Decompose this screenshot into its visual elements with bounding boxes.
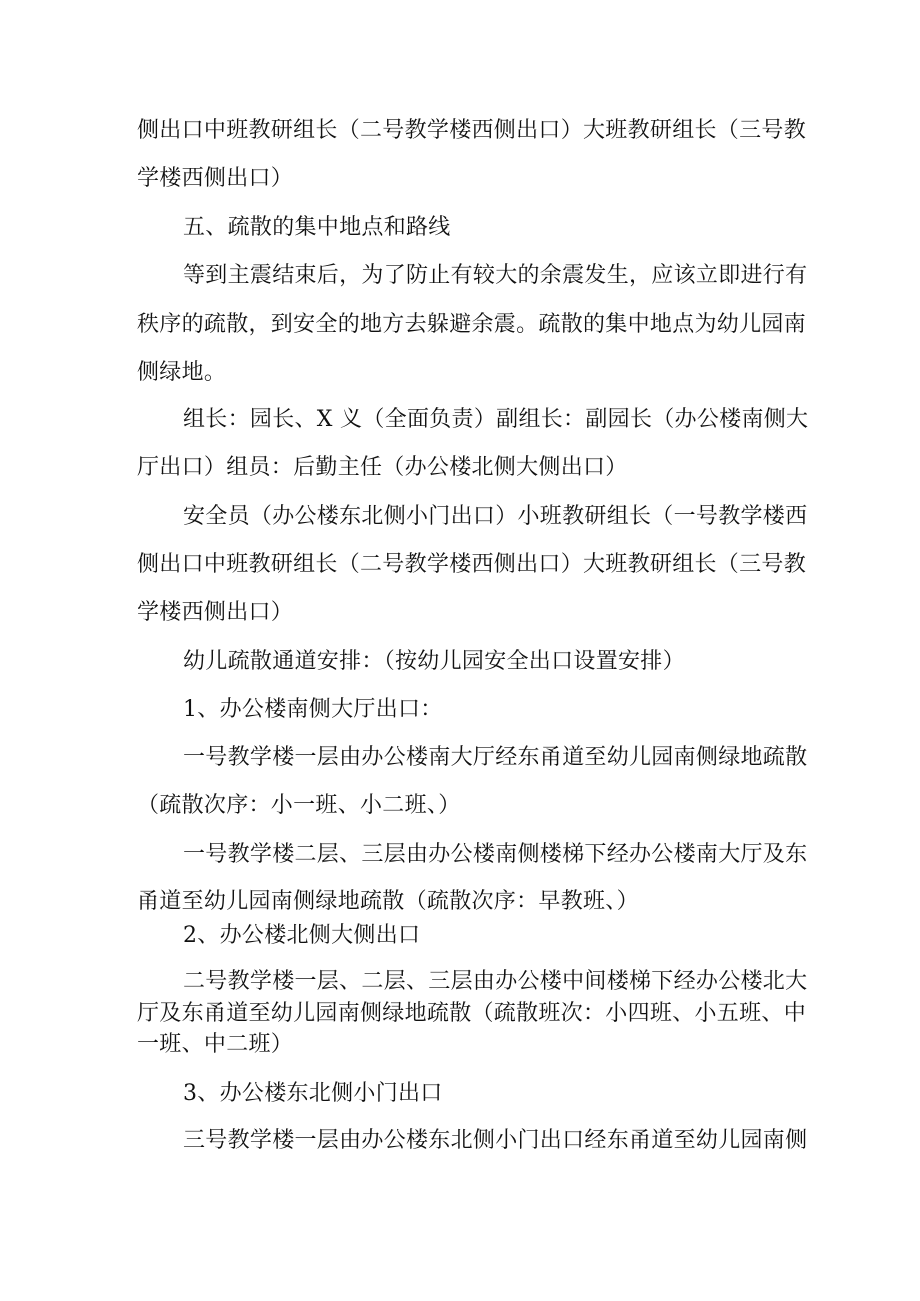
subsection-heading: 3、办公楼东北侧小门出口: [183, 1081, 443, 1106]
body-line: 幼儿疏散通道安排：（按幼儿园安全出口设置安排）: [183, 649, 685, 674]
subsection-heading: 1、办公楼南侧大厅出口：: [183, 697, 443, 722]
body-line: 学楼西侧出口）: [137, 166, 294, 191]
body-line: 组长：园长、X 义（全面负责）副组长：副园长（办公楼南侧大: [183, 407, 809, 432]
body-line: 一号教学楼二层、三层由办公楼南侧楼梯下经办公楼南大厅及东: [183, 842, 808, 867]
body-line: 厅及东甬道至幼儿园南侧绿地疏散（疏散班次：小四班、小五班、中: [137, 1001, 807, 1026]
body-line: 三号教学楼一层由办公楼东北侧小门出口经东甬道至幼儿园南侧: [183, 1128, 808, 1153]
body-line: 一班、中二班）: [137, 1032, 294, 1057]
body-line: 一号教学楼一层由办公楼南大厅经东甬道至幼儿园南侧绿地疏散: [183, 745, 808, 770]
section-heading: 五、疏散的集中地点和路线: [183, 215, 451, 240]
body-line: 二号教学楼一层、二层、三层由办公楼中间楼梯下经办公楼北大: [183, 969, 808, 994]
body-line: 侧出口中班教研组长（二号教学楼西侧出口）大班教研组长（三号教: [137, 118, 807, 143]
body-line: 侧出口中班教研组长（二号教学楼西侧出口）大班教研组长（三号教: [137, 552, 807, 577]
body-line: 安全员（办公楼东北侧小门出口）小班教研组长（一号教学楼西: [183, 504, 808, 529]
body-line: 侧绿地。: [137, 360, 227, 385]
subsection-heading: 2、办公楼北侧大侧出口: [183, 923, 421, 948]
body-line: 学楼西侧出口）: [137, 600, 294, 625]
body-line: 等到主震结束后，为了防止有较大的余震发生，应该立即进行有: [183, 263, 808, 288]
body-line: 甬道至幼儿园南侧绿地疏散（疏散次序：早教班、）: [137, 889, 639, 914]
body-line: 厅出口）组员：后勤主任（办公楼北侧大侧出口）: [137, 455, 628, 480]
body-line: 秩序的疏散，到安全的地方去躲避余震。疏散的集中地点为幼儿园南: [137, 312, 807, 337]
body-line: （疏散次序：小一班、小二班、）: [137, 793, 461, 818]
